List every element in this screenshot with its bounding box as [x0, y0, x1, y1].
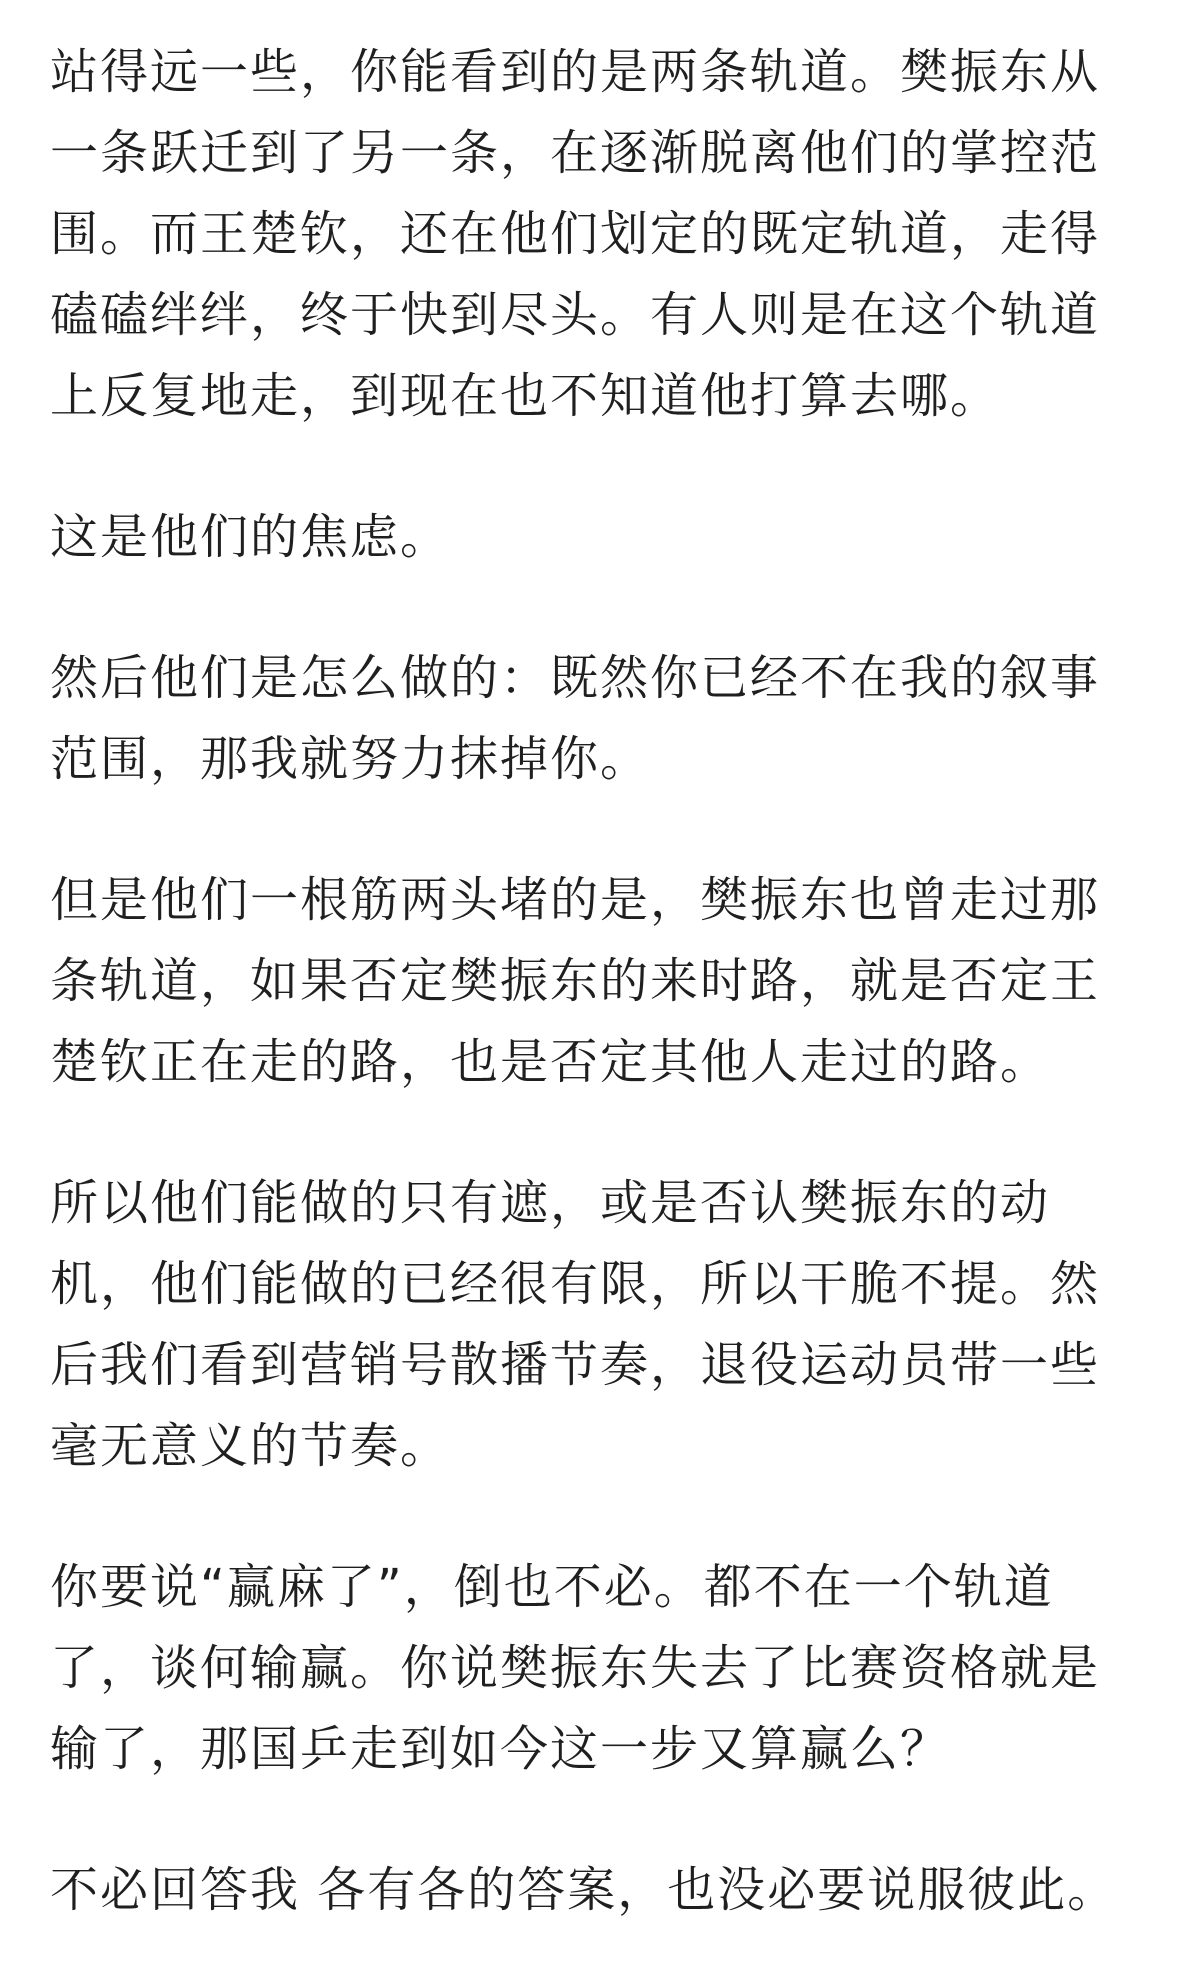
- text-line: 上反复地走，到现在也不知道他打算去哪。: [50, 368, 1001, 424]
- text-line: 不必回答我 各有各的答案，也没必要说服彼此。: [50, 1862, 1118, 1918]
- text-line: 范围，那我就努力抹掉你。: [50, 731, 651, 787]
- paragraph-1: [50, 32, 1150, 437]
- text-line: 机，他们能做的已经很有限，所以干脆不提。然: [50, 1256, 1101, 1312]
- paragraph-spacer: [50, 1487, 1150, 1547]
- text-line: 后我们看到营销号散播节奏，退役运动员带一些: [50, 1337, 1101, 1393]
- text-line: 但是他们一根筋两头堵的是，樊振东也曾走过那: [50, 872, 1101, 928]
- paragraph-spacer: [50, 800, 1150, 860]
- paragraph-3: [50, 638, 1150, 800]
- paragraph-spacer: [50, 1790, 1150, 1850]
- text-line: 条轨道，如果否定樊振东的来时路，就是否定王: [50, 953, 1101, 1009]
- paragraph-2: [50, 497, 1150, 578]
- text-line: 输了，那国乒走到如今这一步又算赢么？: [50, 1721, 951, 1777]
- text-line: 毫无意义的节奏。: [50, 1418, 451, 1474]
- text-line: 楚钦正在走的路，也是否定其他人走过的路。: [50, 1034, 1051, 1090]
- paragraph-spacer: [50, 437, 1150, 497]
- text-line: 了，谈何输赢。你说樊振东失去了比赛资格就是: [50, 1640, 1101, 1696]
- paragraph-7: [50, 1850, 1150, 1931]
- paragraph-spacer: [50, 578, 1150, 638]
- paragraph-spacer: [50, 1103, 1150, 1163]
- text-line: 然后他们是怎么做的：既然你已经不在我的叙事: [50, 650, 1101, 706]
- paragraph-4: [50, 860, 1150, 1103]
- text-line: 磕磕绊绊，终于快到尽头。有人则是在这个轨道: [50, 287, 1101, 343]
- paragraph-5: [50, 1163, 1150, 1487]
- paragraph-6: [50, 1547, 1150, 1790]
- text-line: 站得远一些，你能看到的是两条轨道。樊振东从: [50, 44, 1101, 100]
- text-line: 所以他们能做的只有遮，或是否认樊振东的动: [50, 1175, 1051, 1231]
- text-line: 这是他们的焦虑。: [50, 509, 451, 565]
- text-line: 围。而王楚钦，还在他们划定的既定轨道，走得: [50, 206, 1101, 262]
- text-line: 你要说“赢麻了”，倒也不必。都不在一个轨道: [50, 1559, 1054, 1615]
- article-body: [50, 32, 1150, 1931]
- text-line: 一条跃迁到了另一条，在逐渐脱离他们的掌控范: [50, 125, 1101, 181]
